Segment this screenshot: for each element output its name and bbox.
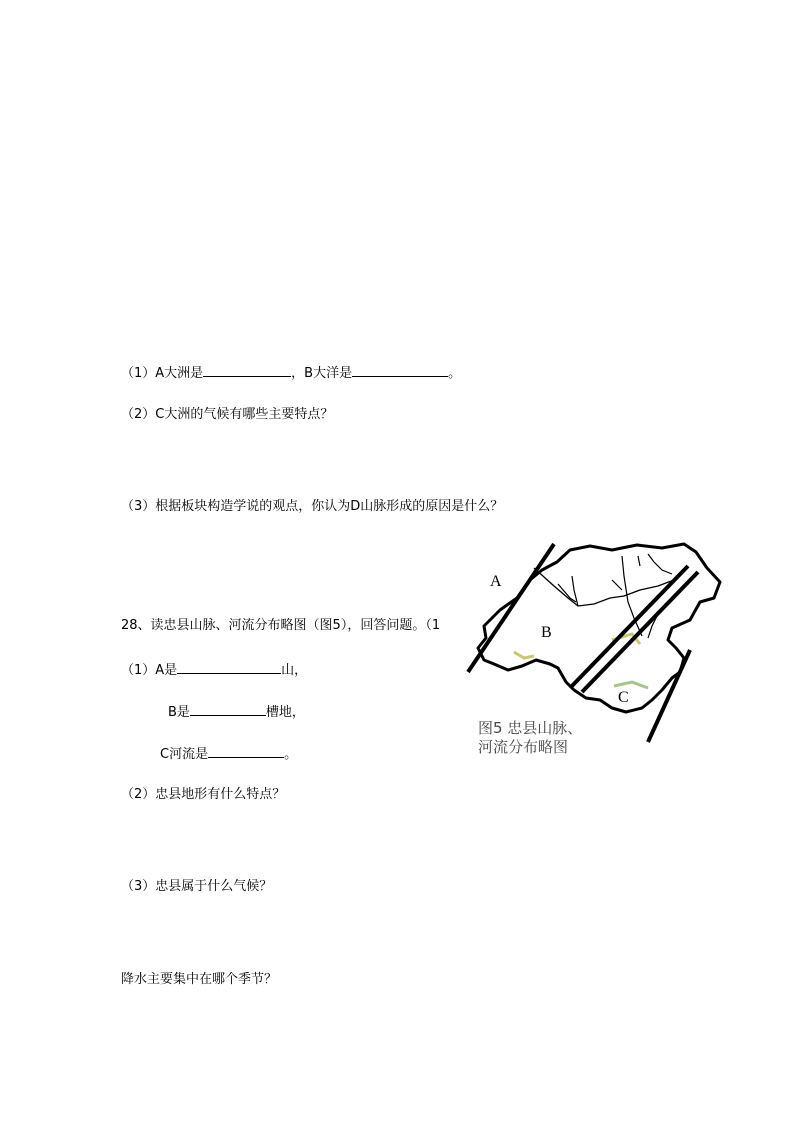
q28-sub1-c-suffix: 。 (284, 747, 298, 762)
q28-sub1-b (168, 703, 305, 721)
q28-sub4: 降水主要集中在哪个季节？ (121, 972, 278, 987)
q28-title: 28、读忠县山脉、河流分布略图（图5），回答问题。（1 (121, 618, 441, 633)
q27-sub1-mid: ，B大洋是 (291, 366, 353, 381)
q28-sub1-b-suffix: 槽地， (265, 705, 305, 720)
q27-sub2: （2）C大洲的气候有哪些主要特点？ (121, 407, 334, 422)
q27-sub1-prefix: （1）A大洲是 (121, 366, 204, 381)
q27-sub1-end: 。 (448, 366, 462, 381)
q28-sub1-a-prefix: （1）A是 (121, 663, 178, 678)
zhongxian-sketch-map (462, 540, 722, 765)
q27-answer-a-blank[interactable] (203, 364, 291, 377)
q28-answer-a-blank[interactable] (177, 661, 281, 674)
q27-answer-b-blank[interactable] (352, 364, 448, 377)
q28-sub2: （2）忠县地形有什么特点？ (121, 787, 286, 802)
q28-sub1-c (160, 745, 297, 763)
map-caption-line1: 图5 忠县山脉、 (478, 719, 583, 737)
map-label-c: C (618, 689, 629, 706)
q28-sub1-a-suffix: 山， (281, 663, 308, 678)
q28-sub1-b-prefix: B是 (168, 705, 190, 720)
q27-sub1 (121, 364, 461, 382)
q28-sub1-a (121, 661, 307, 679)
q28-sub3: （3）忠县属于什么气候？ (121, 879, 273, 894)
q28-sub1-c-prefix: C河流是 (160, 747, 209, 762)
map-label-b: B (541, 624, 552, 641)
map-caption-line2: 河流分布略图 (478, 738, 569, 756)
q28-answer-b-blank[interactable] (190, 703, 266, 716)
q27-sub3: （3）根据板块构造学说的观点，你认为D山脉形成的原因是什么？ (121, 499, 504, 514)
q28-answer-c-blank[interactable] (208, 745, 284, 758)
map-label-a: A (490, 573, 502, 590)
